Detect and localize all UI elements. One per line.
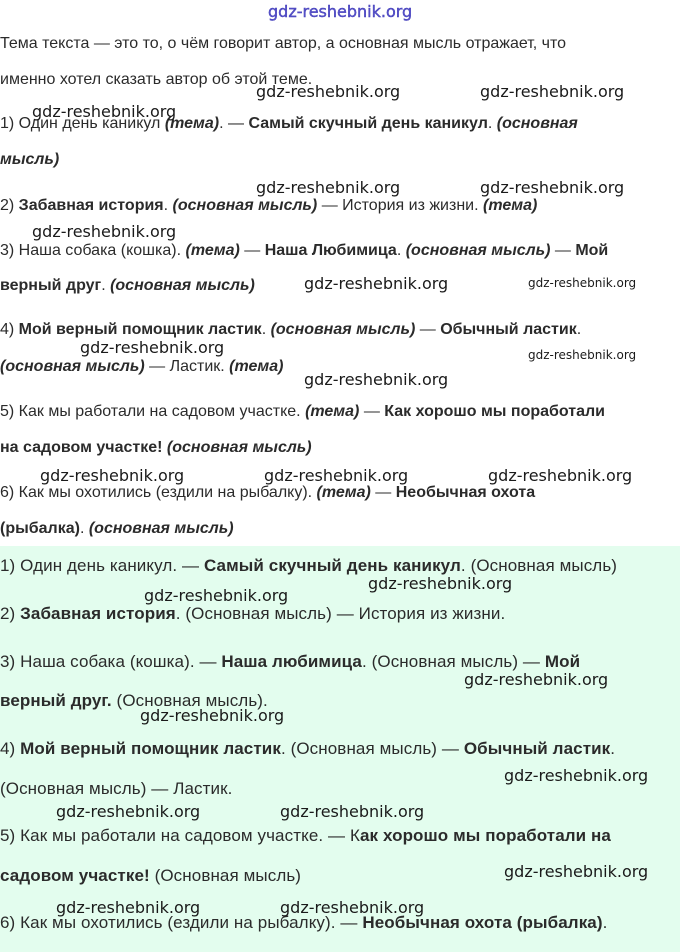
watermark: gdz-reshebnik.org: [32, 222, 177, 241]
item1-1-line-a: 1) Один день каникул (тема). — Самый скучный день каникул. (основная: [0, 115, 578, 132]
intro-line-1: Тема текста — это то, о чём говорит автор, а основная мысль отражает, что: [0, 35, 567, 52]
item2-3-line-b: верный друг. (Основная мысль).: [0, 691, 268, 710]
item1-5-line-b: на садовом участке! (основная мысль): [0, 439, 312, 456]
item1-4-line-a: 4) Мой верный помощник ластик. (основная мысль) — Обычный ластик.: [0, 321, 582, 338]
item1-6-line-b: (рыбалка). (основная мысль): [0, 520, 234, 537]
intro-line-2: именно хотел сказать автор об этой теме.: [0, 71, 313, 88]
watermark: gdz-reshebnik.org: [464, 670, 609, 689]
watermark: gdz-reshebnik.org: [144, 586, 289, 605]
watermark: gdz-reshebnik.org: [56, 802, 201, 821]
watermark: gdz-reshebnik.org: [280, 802, 425, 821]
watermark: gdz-reshebnik.org: [80, 338, 225, 357]
item2-4-line-a: 4) Мой верный помощник ластик. (Основная мысль) — Обычный ластик.: [0, 739, 616, 758]
item2-2-line: 2) Забавная история. (Основная мысль) — История из жизни.: [0, 604, 506, 623]
item1-4-line-b: (основная мысль) — Ластик. (тема): [0, 358, 284, 375]
item1-3-line-b: верный друг. (основная мысль): [0, 277, 255, 294]
item2-1-line: 1) Один день каникул. — Самый скучный день каникул. (Основная мысль): [0, 556, 618, 575]
item1-6-line-a: 6) Как мы охотились (ездили на рыбалку). (тема) — Необычная охота: [0, 484, 536, 501]
item1-5-line-a: 5) Как мы работали на садовом участке. (тема) — Как хорошо мы поработали: [0, 403, 605, 420]
item2-3-line-a: 3) Наша собака (кошка). — Наша любимица. (Основная мысль) — Мой: [0, 652, 581, 671]
watermark: gdz-reshebnik.org: [368, 574, 513, 593]
watermark: gdz-reshebnik.org: [504, 766, 649, 785]
watermark: gdz-reshebnik.org: [480, 178, 625, 197]
item2-5-line-a: 5) Как мы работали на садовом участке. — Как хорошо мы поработали на: [0, 826, 611, 845]
watermark: gdz-reshebnik.org: [56, 898, 201, 917]
watermark-top: gdz-reshebnik.org: [268, 2, 413, 21]
item1-2-line: 2) Забавная история. (основная мысль) — История из жизни. (тема): [0, 197, 538, 214]
watermark: gdz-reshebnik.org: [40, 466, 185, 485]
item2-5-line-b: садовом участке! (Основная мысль): [0, 866, 302, 885]
watermark: gdz-reshebnik.org: [304, 370, 449, 389]
watermark: gdz-reshebnik.org: [264, 466, 409, 485]
watermark: gdz-reshebnik.org: [140, 706, 285, 725]
item2-6-line: 6) Как мы охотились (ездили на рыбалку). — Необычная охота (рыбалка).: [0, 913, 608, 932]
watermark: gdz-reshebnik.org: [504, 862, 649, 881]
watermark: gdz-reshebnik.org: [488, 466, 633, 485]
watermark: gdz-reshebnik.org: [32, 102, 177, 121]
watermark: gdz-reshebnik.org: [256, 178, 401, 197]
watermark: gdz-reshebnik.org: [304, 274, 449, 293]
item2-4-line-b: (Основная мысль) — Ластик.: [0, 779, 233, 798]
watermark: gdz-reshebnik.org: [528, 276, 637, 290]
watermark: gdz-reshebnik.org: [528, 348, 637, 362]
watermark: gdz-reshebnik.org: [256, 82, 401, 101]
item1-3-line-a: 3) Наша собака (кошка). (тема) — Наша Любимица. (основная мысль) — Мой: [0, 242, 609, 259]
watermark: gdz-reshebnik.org: [280, 898, 425, 917]
watermark: gdz-reshebnik.org: [480, 82, 625, 101]
item1-1-line-b: мысль): [0, 151, 60, 168]
